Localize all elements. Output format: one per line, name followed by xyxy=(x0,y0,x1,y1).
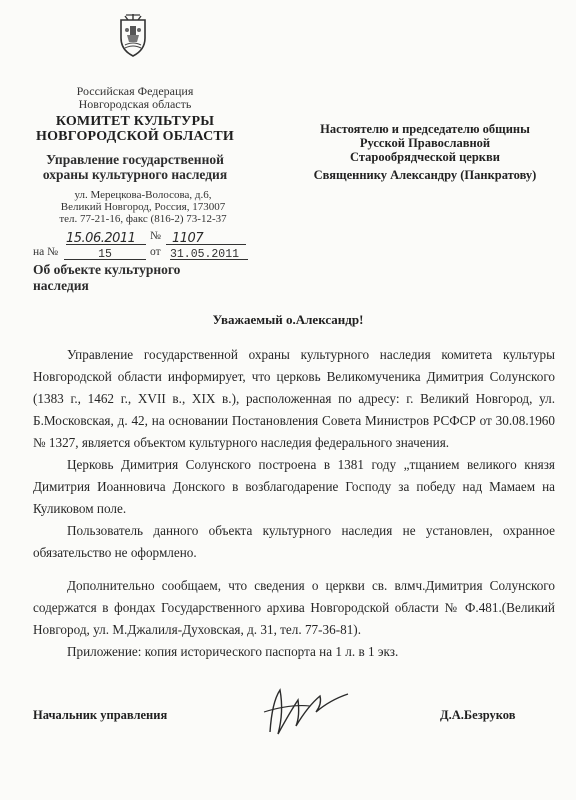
number-sign-label: № xyxy=(150,230,161,242)
subject-line1: Об объекте культурного xyxy=(33,262,181,277)
header-department-line2: охраны культурного наследия xyxy=(42,167,228,182)
coat-of-arms-icon xyxy=(113,12,153,58)
subject xyxy=(33,262,233,294)
header-region: Новгородская область xyxy=(78,97,192,111)
out-date: 15.06.2011 xyxy=(66,231,136,246)
out-number: 1107 xyxy=(172,231,204,246)
body-paragraph-2: Церковь Димитрия Солунского построена в 1381 году „тщанием великого князя Димитрия Иоанновича Донского в возблагодарение Господу за победу над Мамаем на Куликовом поле. xyxy=(33,457,555,516)
header-address-line2: Великий Новгород, Россия, 173007 xyxy=(60,201,226,213)
body-paragraph-4: Дополнительно сообщаем, что сведения о церкви св. влмч.Димитрия Солунского содержатся в фондах Государственного архива Новгородской области № Ф.481.(Великий Новгород, ул. М.Джалиля-Духовская, д. 31, тел. 77-36-81). xyxy=(33,578,555,637)
header-address-line3: тел. 77-21-16, факс (816-2) 73-12-37 xyxy=(59,213,227,225)
from-date: 31.05.2011 xyxy=(170,248,240,261)
recipient-line3: Старообрядческой церкви xyxy=(350,150,500,164)
out-number-field xyxy=(166,229,246,245)
recipient-line4: Священнику Александру (Панкратову) xyxy=(313,168,537,182)
signatory-name: Д.А.Безруков xyxy=(440,708,516,722)
signatory-position: Начальник управления xyxy=(33,708,168,722)
greeting: Уважаемый о.Александр! xyxy=(212,312,364,327)
on-number-label: на № xyxy=(33,246,59,258)
header-committee-line2: НОВГОРОДСКОЙ ОБЛАСТИ xyxy=(35,129,235,144)
recipient-line1: Настоятелю и председателю общины xyxy=(320,122,530,136)
header-address-line1: ул. Мерецкова-Волосова, д.6, xyxy=(74,189,212,201)
header-department-line1: Управление государственной xyxy=(46,152,224,167)
on-number-field xyxy=(64,244,146,260)
recipient-line2: Русской Православной xyxy=(359,136,491,150)
body-paragraph-5: Приложение: копия исторического паспорта на 1 л. в 1 экз. xyxy=(67,644,399,659)
from-date-field xyxy=(170,244,248,260)
subject-line2: наследия xyxy=(33,278,89,293)
body-paragraph-3: Пользователь данного объекта культурного наследия не установлен, охранное обязательство не оформлено. xyxy=(33,523,555,560)
out-date-field xyxy=(66,229,146,245)
body-paragraph-1: Управление государственной охраны культурного наследия комитета культуры Новгородской области информирует, что церковь Великомученика Димитрия Солунского (1383 г., 1462 г., XVII в., XIX в.), расположенная по адресу: г. Великий Новгород, ул. Б.Московская, д. 42, на основании Постановления Совета Министров РСФСР от 30.08.1960 № 1327, является объектом культурного наследия федерального значения. xyxy=(33,347,555,450)
handwritten-signature-icon xyxy=(250,682,355,742)
from-label: от xyxy=(150,246,161,258)
on-number: 15 xyxy=(98,248,112,261)
header-committee-line1: КОМИТЕТ КУЛЬТУРЫ xyxy=(55,114,215,129)
header-country: Российская Федерация xyxy=(76,84,194,98)
